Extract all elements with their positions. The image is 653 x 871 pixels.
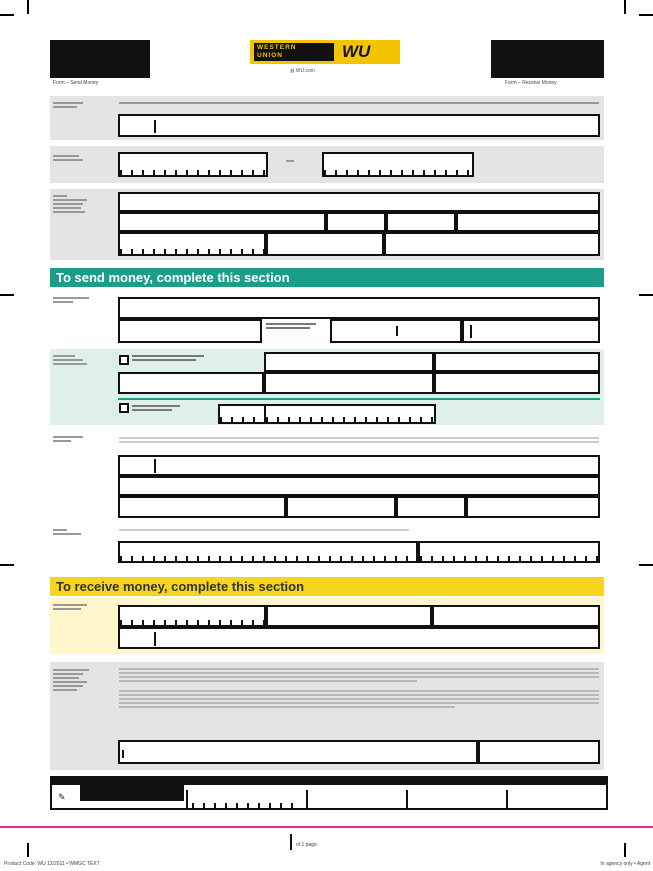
globe-icon: ◍ [290,68,295,74]
phone-field[interactable] [118,232,266,256]
option-checkbox-2[interactable] [119,403,129,413]
option-field-e[interactable] [434,372,600,394]
crop-mark [624,0,626,14]
footer-right-text: In agency only • Agent [600,861,650,867]
option-field-c[interactable] [118,372,264,394]
row-label [53,527,108,537]
sender-name-field[interactable] [118,455,600,476]
receiver-name-field[interactable] [118,297,600,319]
row-label [53,353,108,367]
receive-section-title: To receive money, complete this section [50,577,604,596]
state-field[interactable] [326,212,386,232]
agent-id-field[interactable] [186,790,306,808]
option-field-b[interactable] [434,352,600,372]
expected-amount-field[interactable] [266,605,432,627]
footer-left-text: Product Code: WU 12/2011 • WMGC TEXT [4,861,100,867]
header-left-caption: Form – Send Money [53,80,99,86]
footer-center-text: of 1 page [296,842,317,848]
option-field-d[interactable] [264,372,434,394]
crop-mark [639,564,653,566]
agent-field-3[interactable] [406,790,506,808]
receiver-city-field[interactable] [118,319,262,343]
crop-mark [0,564,14,566]
sub-logo: ◍ WU.com [290,68,315,74]
time-field[interactable] [322,152,474,177]
crop-mark [639,14,653,16]
amount-field[interactable] [218,404,266,424]
pen-icon: ✎ [58,792,66,802]
agent-stamp [80,785,184,801]
date-field[interactable] [118,152,268,177]
street-address-field[interactable] [118,192,600,212]
sender-country-field[interactable] [466,496,600,518]
option-label [132,353,222,363]
crop-mark [624,843,626,857]
agreement-text [119,666,599,732]
separator [286,160,294,162]
row-label [53,295,108,305]
sender-country-receive-field[interactable] [432,605,600,627]
sender-city-field[interactable] [118,496,286,518]
header-right-caption: Form – Receive Money [505,80,557,86]
option-field-a[interactable] [264,352,434,372]
mtcn-field[interactable] [118,605,266,627]
row-label [53,193,108,215]
signature-field[interactable] [118,740,478,764]
agent-field-4[interactable] [506,790,606,808]
row-label [53,153,108,163]
email-field[interactable] [266,232,384,256]
sender-address-field[interactable] [118,476,600,496]
receiver-country-field[interactable] [462,319,600,343]
agent-use-header [52,778,606,785]
field-label [266,321,326,331]
zip-field[interactable] [386,212,456,232]
sender-instructions [119,435,599,449]
logo-line-1: WESTERN [257,44,297,51]
center-mark [290,834,292,850]
divider [118,398,600,400]
trim-line [0,826,653,828]
account-number-field[interactable] [264,404,436,424]
crop-mark [27,0,29,14]
row-label [53,602,108,612]
sender-state-field[interactable] [286,496,396,518]
sender-zip-field[interactable] [396,496,466,518]
receiver-name-receive-field[interactable] [118,627,600,649]
row-label [53,667,108,693]
crop-mark [27,843,29,857]
name-field[interactable] [118,114,600,137]
send-section-title: To send money, complete this section [50,268,604,287]
signature-date-field[interactable] [478,740,600,764]
header-black-block-right [491,40,604,78]
currency-field[interactable] [418,541,600,563]
western-union-logo [250,40,400,64]
logo-mark: WU [342,42,371,61]
crop-mark [0,14,14,16]
agent-use-area [50,776,608,810]
amount-instructions [119,527,409,532]
logo-line-2: UNION [257,52,283,59]
country-field[interactable] [456,212,600,232]
send-amount-field[interactable] [118,541,418,563]
city-field[interactable] [118,212,326,232]
crop-mark [0,294,14,296]
header-black-block-left [50,40,150,78]
option-checkbox-1[interactable] [119,355,129,365]
row-instructions [119,101,599,106]
row-label [53,100,108,110]
occupation-field[interactable] [384,232,600,256]
option-label [132,403,212,413]
receiver-state-field[interactable] [330,319,462,343]
agent-field-2[interactable] [306,790,406,808]
row-label [53,434,108,444]
crop-mark [639,294,653,296]
